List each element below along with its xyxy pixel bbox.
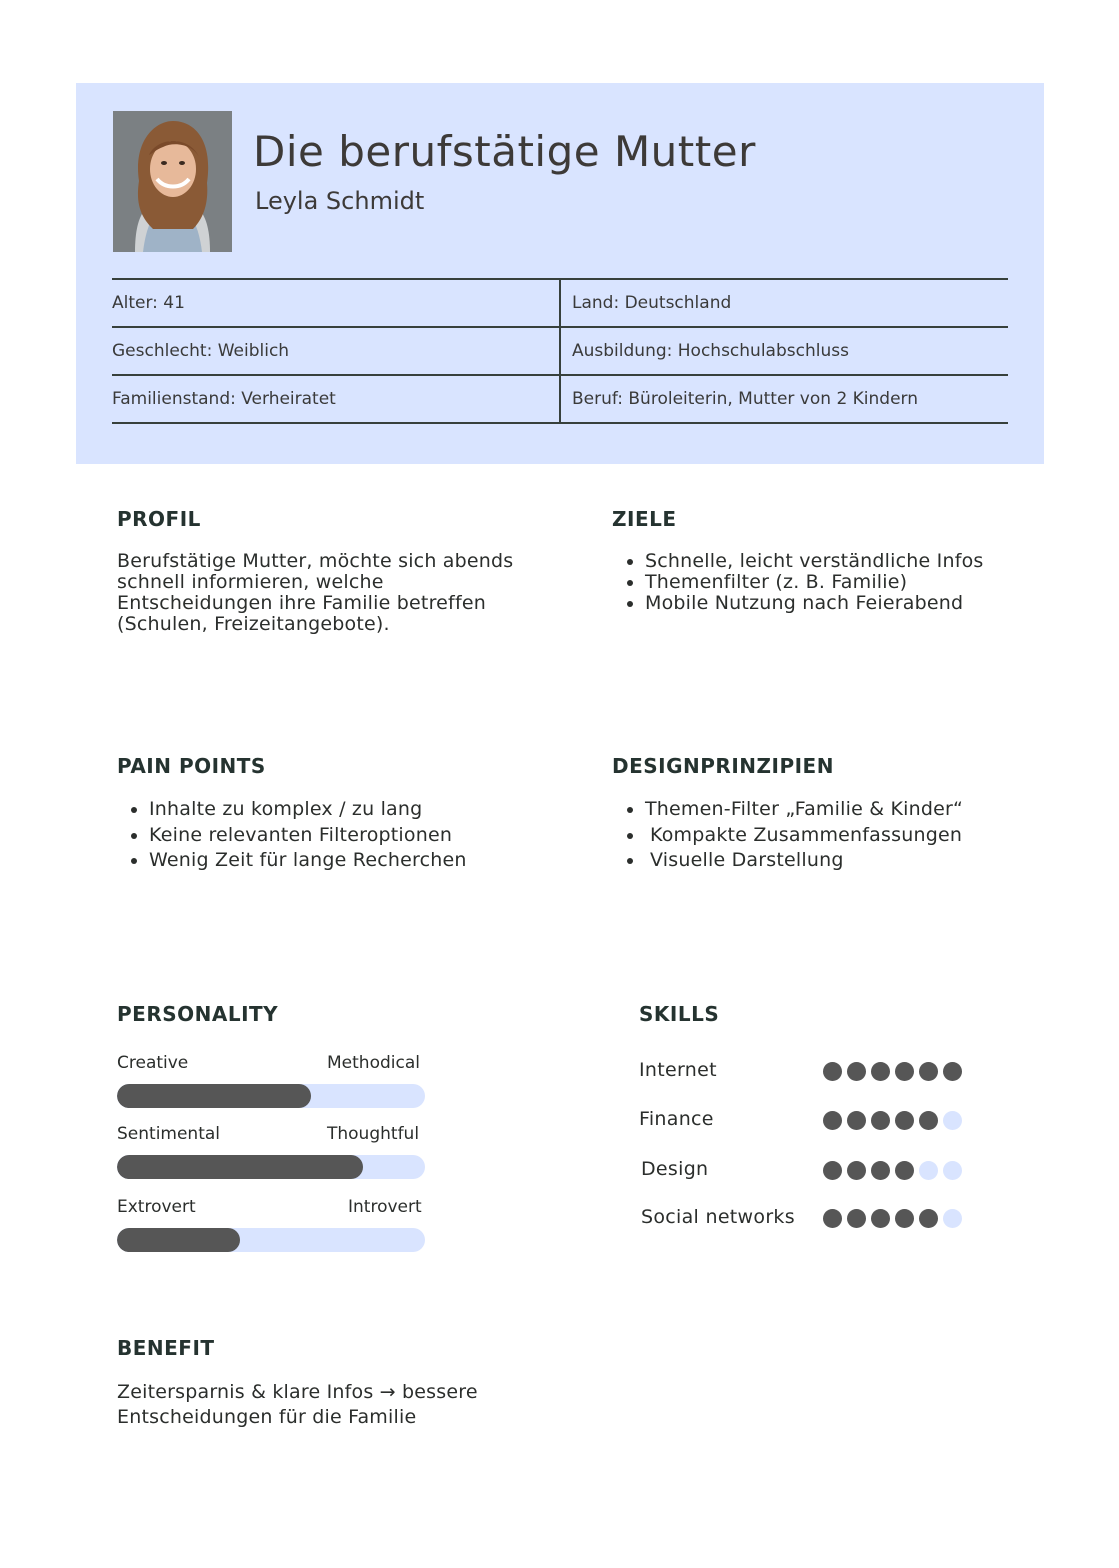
list-item: • Mobile Nutzung nach Feierabend — [645, 593, 984, 614]
list-item: • Kompakte Zusammenfassungen — [645, 823, 963, 849]
list-item: • Keine relevanten Filteroptionen — [149, 823, 467, 849]
pain-points-list — [117, 797, 467, 874]
profil-heading: PROFIL — [117, 507, 201, 531]
trait-bar-fill — [117, 1084, 311, 1108]
profil-line: schnell informieren, welche — [117, 571, 384, 593]
rating-dot-filled — [895, 1111, 914, 1130]
rating-dot-empty — [943, 1209, 962, 1228]
rating-dot-filled — [871, 1161, 890, 1180]
trait-right-label: Thoughtful — [327, 1124, 420, 1144]
rating-dot-filled — [895, 1209, 914, 1228]
rating-dot-filled — [919, 1062, 938, 1081]
list-item: • Wenig Zeit für lange Recherchen — [149, 848, 467, 874]
pain-points-heading: PAIN POINTS — [117, 754, 266, 778]
rating-dot-empty — [943, 1111, 962, 1130]
list-item: • Visuelle Darstellung — [645, 848, 963, 874]
benefit-heading: BENEFIT — [117, 1336, 215, 1360]
trait-bar-fill — [117, 1228, 240, 1252]
rating-dot-filled — [895, 1062, 914, 1081]
skill-label: Social networks — [641, 1206, 795, 1228]
ziele-heading: ZIELE — [612, 507, 677, 531]
profil-text — [117, 551, 513, 635]
rating-dot-filled — [871, 1062, 890, 1081]
list-item: • Schnelle, leicht verständliche Infos — [645, 551, 984, 572]
ziele-list — [613, 551, 984, 614]
rating-dot-filled — [823, 1161, 842, 1180]
trait-bar-track — [117, 1155, 425, 1179]
trait-bar-track — [117, 1084, 425, 1108]
info-cell-occupation: Beruf: Büroleiterin, Mutter von 2 Kindern — [560, 375, 1008, 423]
skills-heading: SKILLS — [639, 1002, 720, 1026]
list-item: • Themenfilter (z. B. Familie) — [645, 572, 984, 593]
profil-line: Entscheidungen ihre Familie betreffen — [117, 592, 486, 614]
info-cell-age: Alter: 41 — [112, 279, 560, 327]
trait-right-label: Methodical — [327, 1053, 420, 1073]
personality-heading: PERSONALITY — [117, 1002, 279, 1026]
rating-dot-empty — [943, 1161, 962, 1180]
portrait-photo — [113, 111, 232, 252]
list-item: • Themen-Filter „Familie & Kinder“ — [645, 797, 963, 823]
rating-dot-filled — [847, 1111, 866, 1130]
persona-header — [76, 83, 1044, 464]
benefit-line: Zeitersparnis & klare Infos → bessere — [117, 1381, 478, 1403]
trait-left-label: Sentimental — [117, 1124, 221, 1144]
designprinzipien-heading: DESIGNPRINZIPIEN — [612, 754, 834, 778]
skill-label: Internet — [639, 1059, 717, 1081]
rating-dot-filled — [823, 1062, 842, 1081]
rating-dot-filled — [871, 1209, 890, 1228]
rating-dot-filled — [943, 1062, 962, 1081]
info-row — [112, 327, 1008, 375]
info-cell-marital-status: Familienstand: Verheiratet — [112, 375, 560, 423]
profil-line: (Schulen, Freizeitangebote). — [117, 613, 390, 635]
rating-dot-filled — [919, 1209, 938, 1228]
persona-title: Die berufstätige Mutter — [253, 127, 756, 176]
list-item: • Inhalte zu komplex / zu lang — [149, 797, 467, 823]
info-row — [112, 279, 1008, 327]
rating-dot-filled — [823, 1209, 842, 1228]
profil-line: Berufstätige Mutter, möchte sich abends — [117, 550, 514, 572]
rating-dot-filled — [823, 1111, 842, 1130]
rating-dot-empty — [919, 1161, 938, 1180]
trait-left-label: Creative — [117, 1053, 189, 1073]
info-cell-country: Land: Deutschland — [560, 279, 1008, 327]
rating-dot-filled — [847, 1161, 866, 1180]
rating-dot-filled — [919, 1111, 938, 1130]
skill-rating — [823, 1209, 962, 1228]
skill-rating — [823, 1111, 962, 1130]
rating-dot-filled — [895, 1161, 914, 1180]
skill-rating — [823, 1161, 962, 1180]
trait-bar-track — [117, 1228, 425, 1252]
rating-dot-filled — [847, 1062, 866, 1081]
skill-label: Design — [641, 1158, 709, 1180]
info-table — [112, 278, 1008, 424]
info-cell-gender: Geschlecht: Weiblich — [112, 327, 560, 375]
info-row — [112, 375, 1008, 423]
trait-left-label: Extrovert — [117, 1197, 196, 1217]
skill-label: Finance — [639, 1108, 714, 1130]
persona-name: Leyla Schmidt — [255, 187, 425, 215]
benefit-line: Entscheidungen für die Familie — [117, 1406, 417, 1428]
designprinzipien-list — [613, 797, 963, 874]
rating-dot-filled — [871, 1111, 890, 1130]
info-cell-education: Ausbildung: Hochschulabschluss — [560, 327, 1008, 375]
trait-bar-fill — [117, 1155, 363, 1179]
benefit-text — [117, 1380, 478, 1430]
rating-dot-filled — [847, 1209, 866, 1228]
skill-rating — [823, 1062, 962, 1081]
trait-right-label: Introvert — [348, 1197, 422, 1217]
portrait-icon — [113, 111, 232, 252]
